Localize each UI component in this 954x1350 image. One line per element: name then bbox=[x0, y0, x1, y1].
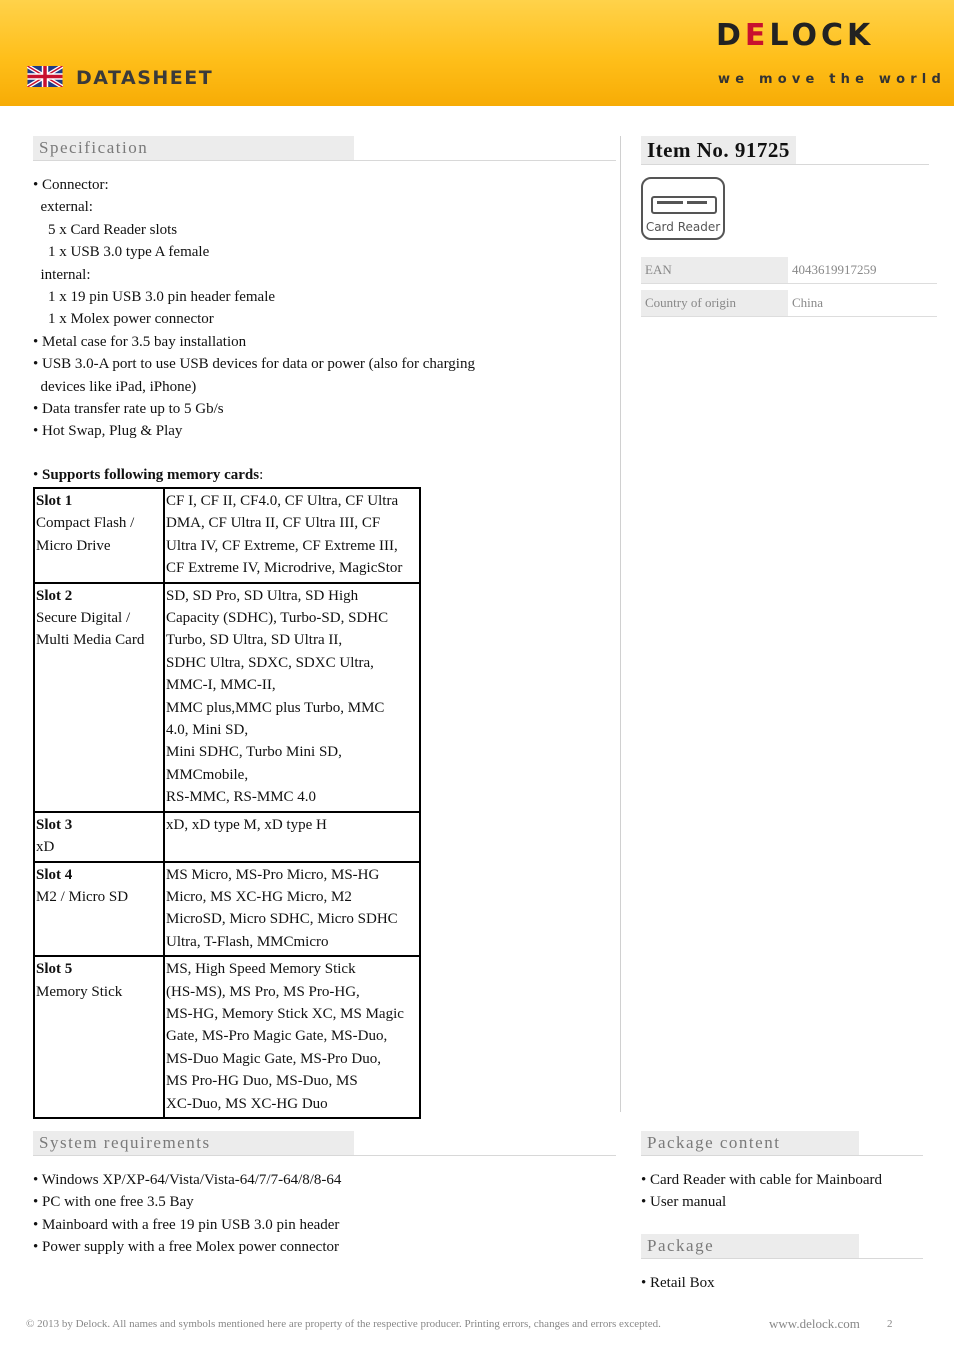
delock-logo bbox=[716, 18, 874, 53]
cards-colon: : bbox=[259, 467, 264, 483]
package-content-list bbox=[641, 1169, 882, 1214]
cards-bullet: • bbox=[33, 467, 43, 483]
ean-value: 4043619917259 bbox=[792, 262, 877, 277]
specification-heading bbox=[33, 136, 616, 161]
spec-line: 1 x Molex power connector bbox=[33, 311, 214, 328]
package-content-heading-label: Package content bbox=[641, 1131, 859, 1155]
slot-cell bbox=[34, 488, 164, 583]
sysreq-line: • Mainboard with a free 19 pin USB 3.0 pin header bbox=[33, 1216, 340, 1233]
sysreq-line: • Windows XP/XP-64/Vista/Vista-64/7/7-64/8/8-64 bbox=[33, 1172, 342, 1188]
package-content-heading bbox=[641, 1131, 923, 1156]
system-requirements-heading-label: System requirements bbox=[33, 1131, 354, 1155]
sysreq-line: • Power supply with a free Molex power connector bbox=[33, 1239, 339, 1256]
spec-line: 1 x 19 pin USB 3.0 pin header female bbox=[33, 289, 276, 306]
package-list bbox=[641, 1272, 715, 1294]
slot-cards: MS, High Speed Memory Stick (HS-MS), MS Pro, MS Pro-HG, MS-HG, Memory Stick XC, MS Magic Gate, MS-Pro Magic Gate, MS-Duo, MS-Duo Magic Gate, MS-Pro Duo, MS Pro-HG Duo, MS-Duo, MS XC-Duo, MS XC-HG Duo bbox=[164, 956, 420, 1118]
system-requirements-heading bbox=[33, 1131, 616, 1156]
specification-heading-label: Specification bbox=[33, 136, 354, 160]
slot-cards: MS Micro, MS-Pro Micro, MS-HG Micro, MS XC-HG Micro, M2 MicroSD, Micro SDHC, Micro SDHC Ultra, T-Flash, MMCmicro bbox=[164, 862, 420, 957]
item-number-heading bbox=[641, 136, 929, 165]
footer-website[interactable]: www.delock.com bbox=[769, 1316, 860, 1331]
slot-name: Slot 3 bbox=[36, 816, 73, 833]
spec-line: • Metal case for 3.5 bay installation bbox=[33, 333, 247, 350]
spec-line: • USB 3.0-A port to use USB devices for data or power (also for charging bbox=[33, 356, 475, 373]
footer-copyright: © 2013 by Delock. All names and symbols mentioned here are property of the respective producer. Printing errors, changes and errors excepted. bbox=[26, 1318, 661, 1330]
package-heading-label: Package bbox=[641, 1234, 859, 1258]
ean-label: EAN bbox=[641, 257, 788, 283]
logo-text: DELOCK bbox=[716, 18, 875, 53]
uk-flag-icon bbox=[27, 66, 63, 87]
slot-desc: Secure Digital / Multi Media Card bbox=[36, 610, 145, 649]
slot-cell bbox=[34, 812, 164, 862]
table-row bbox=[34, 956, 420, 1118]
slot-desc: xD bbox=[36, 839, 55, 856]
header-banner bbox=[0, 0, 954, 106]
card-slot-shape bbox=[651, 196, 717, 214]
spec-line: • Connector: bbox=[33, 177, 109, 193]
slot-cell bbox=[34, 862, 164, 957]
footer-page-number: 2 bbox=[887, 1318, 893, 1330]
slot-cell bbox=[34, 956, 164, 1118]
system-requirements-list bbox=[33, 1169, 341, 1259]
origin-row bbox=[641, 290, 937, 317]
table-row bbox=[34, 862, 420, 957]
table-row bbox=[34, 583, 420, 812]
spec-line: 5 x Card Reader slots bbox=[33, 221, 178, 238]
package-content-line: • User manual bbox=[641, 1194, 727, 1211]
slot-name: Slot 1 bbox=[36, 493, 73, 509]
slot-cards: xD, xD type M, xD type H bbox=[164, 812, 420, 862]
slot-cell bbox=[34, 583, 164, 812]
slot-cards: SD, SD Pro, SD Ultra, SD High Capacity (SDHC), Turbo-SD, SDHC Turbo, SD Ultra, SD Ultra II, SDHC Ultra, SDXC, SDXC Ultra, MMC-I, MMC-II, MMC plus,MMC plus Turbo, MMC 4.0, Mini SD, Mini SDHC, Turbo Mini SD, MMCmobile, RS-MMC, RS-MMC 4.0 bbox=[164, 583, 420, 812]
spec-line: devices like iPad, iPhone) bbox=[33, 378, 197, 395]
item-number: Item No. 91725 bbox=[641, 136, 796, 164]
sysreq-line: • PC with one free 3.5 Bay bbox=[33, 1194, 194, 1211]
table-row bbox=[34, 488, 420, 583]
origin-value: China bbox=[792, 295, 824, 310]
package-content-line: • Card Reader with cable for Mainboard bbox=[641, 1172, 882, 1188]
spec-line: external: bbox=[33, 199, 93, 216]
specification-list bbox=[33, 174, 475, 443]
table-row bbox=[34, 812, 420, 862]
spec-line: 1 x USB 3.0 type A female bbox=[33, 244, 210, 261]
ean-row bbox=[641, 257, 937, 284]
card-reader-icon bbox=[641, 177, 725, 240]
spec-line: • Hot Swap, Plug & Play bbox=[33, 423, 183, 440]
slogan: we move the world bbox=[718, 72, 946, 87]
package-line: • Retail Box bbox=[641, 1275, 715, 1291]
card-reader-icon-label: Card Reader bbox=[645, 220, 721, 234]
slot-desc: Memory Stick bbox=[36, 983, 123, 1000]
cards-heading bbox=[33, 464, 263, 486]
spec-line: • Data transfer rate up to 5 Gb/s bbox=[33, 401, 224, 418]
slot-desc: Compact Flash / Micro Drive bbox=[36, 515, 135, 554]
slot-name: Slot 4 bbox=[36, 866, 73, 883]
slot-name: Slot 5 bbox=[36, 961, 73, 978]
datasheet-title: DATASHEET bbox=[76, 67, 214, 89]
origin-label: Country of origin bbox=[641, 290, 788, 316]
cards-heading-text: Supports following memory cards bbox=[42, 467, 260, 483]
spec-line: internal: bbox=[33, 266, 91, 283]
slot-name: Slot 2 bbox=[36, 587, 73, 604]
package-heading bbox=[641, 1234, 923, 1259]
slot-desc: M2 / Micro SD bbox=[36, 888, 129, 905]
column-divider bbox=[620, 136, 621, 1112]
slot-cards: CF I, CF II, CF4.0, CF Ultra, CF Ultra DMA, CF Ultra II, CF Ultra III, CF Ultra IV, CF Extreme, CF Extreme III, CF Extreme IV, Microdrive, MagicStor bbox=[164, 488, 420, 583]
memory-cards-table bbox=[33, 487, 421, 1119]
